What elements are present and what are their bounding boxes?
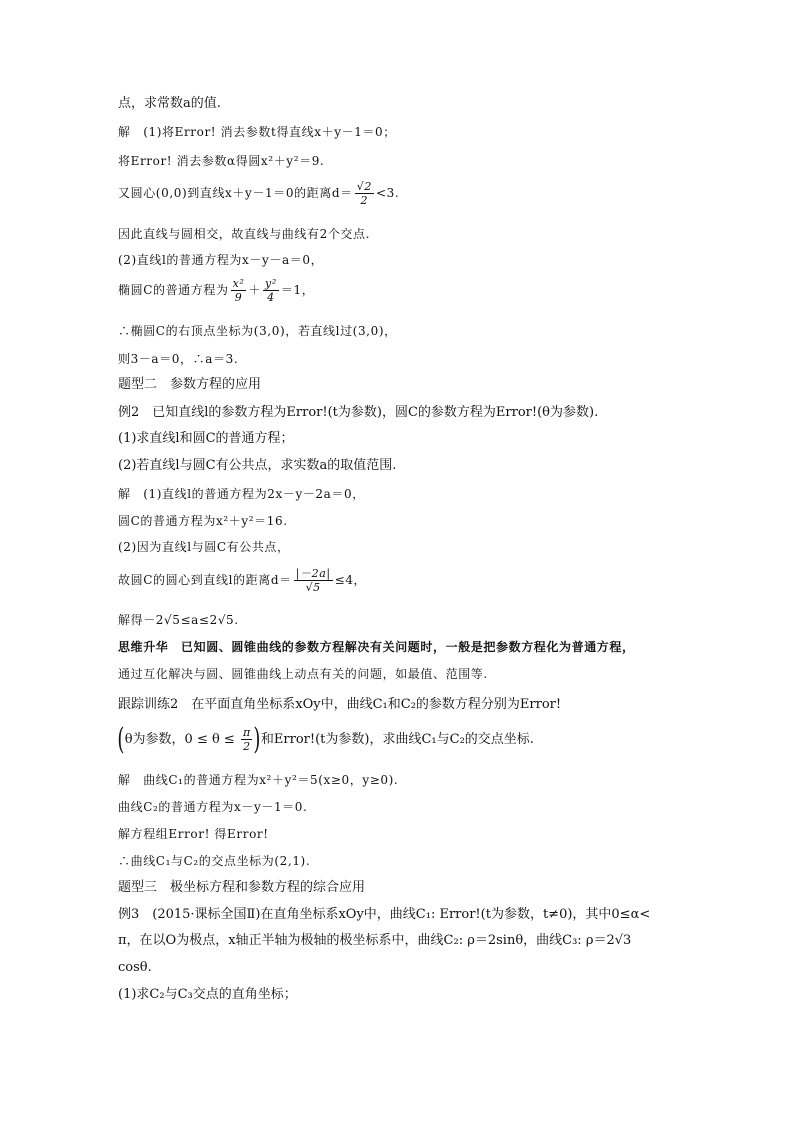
text-line: ∴椭圆C的右顶点坐标为(3,0)，若直线l过(3,0)， <box>118 324 397 338</box>
fraction <box>294 567 333 594</box>
text-segment: 和Error!(t为参数)，求曲线C₁与C₂的交点坐标. <box>260 732 534 747</box>
text-line: 点，求常数a的值. <box>118 96 221 111</box>
text-segment: ＋ <box>248 283 262 297</box>
text-segment: 又圆心(0,0)到直线x＋y－1＝0的距离d＝ <box>118 186 353 200</box>
text-line: (2)直线l的普通方程为x－y－a＝0， <box>118 253 324 267</box>
fraction-numerator: y² <box>265 277 277 290</box>
fraction-denominator: 2 <box>360 194 369 207</box>
fraction <box>241 726 252 753</box>
text-line: 曲线C₂的普通方程为x－y－1＝0. <box>118 800 308 814</box>
right-paren: ) <box>253 721 261 757</box>
text-line: 则3－a＝0，∴a＝3. <box>118 352 239 366</box>
text-segment: ≤4， <box>334 573 367 587</box>
text-line: 圆C的普通方程为x²＋y²＝16. <box>118 514 288 528</box>
text-line: (2)因为直线l与圆C有公共点， <box>118 540 290 554</box>
fraction-denominator: 4 <box>267 291 275 304</box>
fraction-numerator: π <box>242 726 251 739</box>
text-line-with-fraction <box>118 180 399 207</box>
left-paren: ( <box>117 721 125 757</box>
solution-line: 解 (1)直线l的普通方程为2x－y－2a＝0， <box>118 487 365 501</box>
text-segment: 椭圆C的普通方程为 <box>118 283 229 297</box>
fraction <box>263 277 279 304</box>
example-line: 例3 (2015·课标全国Ⅱ)在直角坐标系xOy中，曲线C₁: Error!(t为参数，t≠0)，其中0≤α< <box>118 907 651 922</box>
section-heading: 题型三 极坐标方程和参数方程的综合应用 <box>118 880 366 895</box>
text-line: ∴曲线C₁与C₂的交点坐标为(2,1). <box>118 854 311 868</box>
example-line: 例2 已知直线l的参数方程为Error!(t为参数)，圆C的参数方程为Error!(θ为参数). <box>118 405 599 420</box>
fraction-denominator: √5 <box>305 581 321 594</box>
summary-line: 思维升华 已知圆、圆锥曲线的参数方程解决有关问题时，一般是把参数方程化为普通方程， <box>118 640 635 654</box>
fraction-denominator: 9 <box>234 291 243 304</box>
text-line-with-fraction <box>118 567 366 594</box>
text-segment: ＝1， <box>280 283 315 297</box>
exercise-line: 跟踪训练2 在平面直角坐标系xOy中，曲线C₁和C₂的参数方程分别为Error! <box>118 697 562 712</box>
fraction <box>355 180 374 207</box>
text-line: 因此直线与圆相交，故直线与曲线有2个交点. <box>118 227 371 241</box>
fraction-numerator: x² <box>232 277 245 290</box>
fraction-numerator: |－2a| <box>295 567 331 580</box>
section-heading: 题型二 参数方程的应用 <box>118 377 262 392</box>
question-line: (2)若直线l与圆C有公共点，求实数a的取值范围. <box>118 458 397 473</box>
fraction-numerator: √2 <box>356 180 372 193</box>
solution-line: 解 曲线C₁的普通方程为x²＋y²＝5(x≥0，y≥0). <box>118 773 399 787</box>
question-line: (1)求C₂与C₃交点的直角坐标； <box>118 987 297 1002</box>
text-segment: 故圆C的圆心到直线l的距离d＝ <box>118 573 292 587</box>
solution-line: 解 (1)将Error! 消去参数t得直线x＋y－1＝0； <box>118 125 396 139</box>
question-line: (1)求直线l和圆C的普通方程； <box>118 431 294 446</box>
text-line-with-fraction <box>118 277 314 304</box>
text-line: 解得－2√5≤a≤2√5. <box>118 613 239 627</box>
text-line-with-fraction <box>117 721 534 757</box>
text-line: 将Error! 消去参数α得圆x²＋y²＝9. <box>118 154 325 168</box>
text-segment: <3. <box>375 186 400 200</box>
fraction-denominator: 2 <box>243 740 251 753</box>
text-line: cosθ. <box>118 960 152 975</box>
fraction <box>231 277 247 304</box>
summary-line: 通过互化解决与圆、圆锥曲线上动点有关的问题，如最值、范围等. <box>118 667 488 681</box>
text-line: 解方程组Error! 得Error! <box>118 827 269 841</box>
text-segment: θ为参数，0 ≤ θ ≤ <box>124 732 239 747</box>
text-line: π，在以O为极点，x轴正半轴为极轴的极坐标系中，曲线C₂: ρ＝2sinθ，曲线C₃: ρ＝2√3 <box>118 933 632 948</box>
